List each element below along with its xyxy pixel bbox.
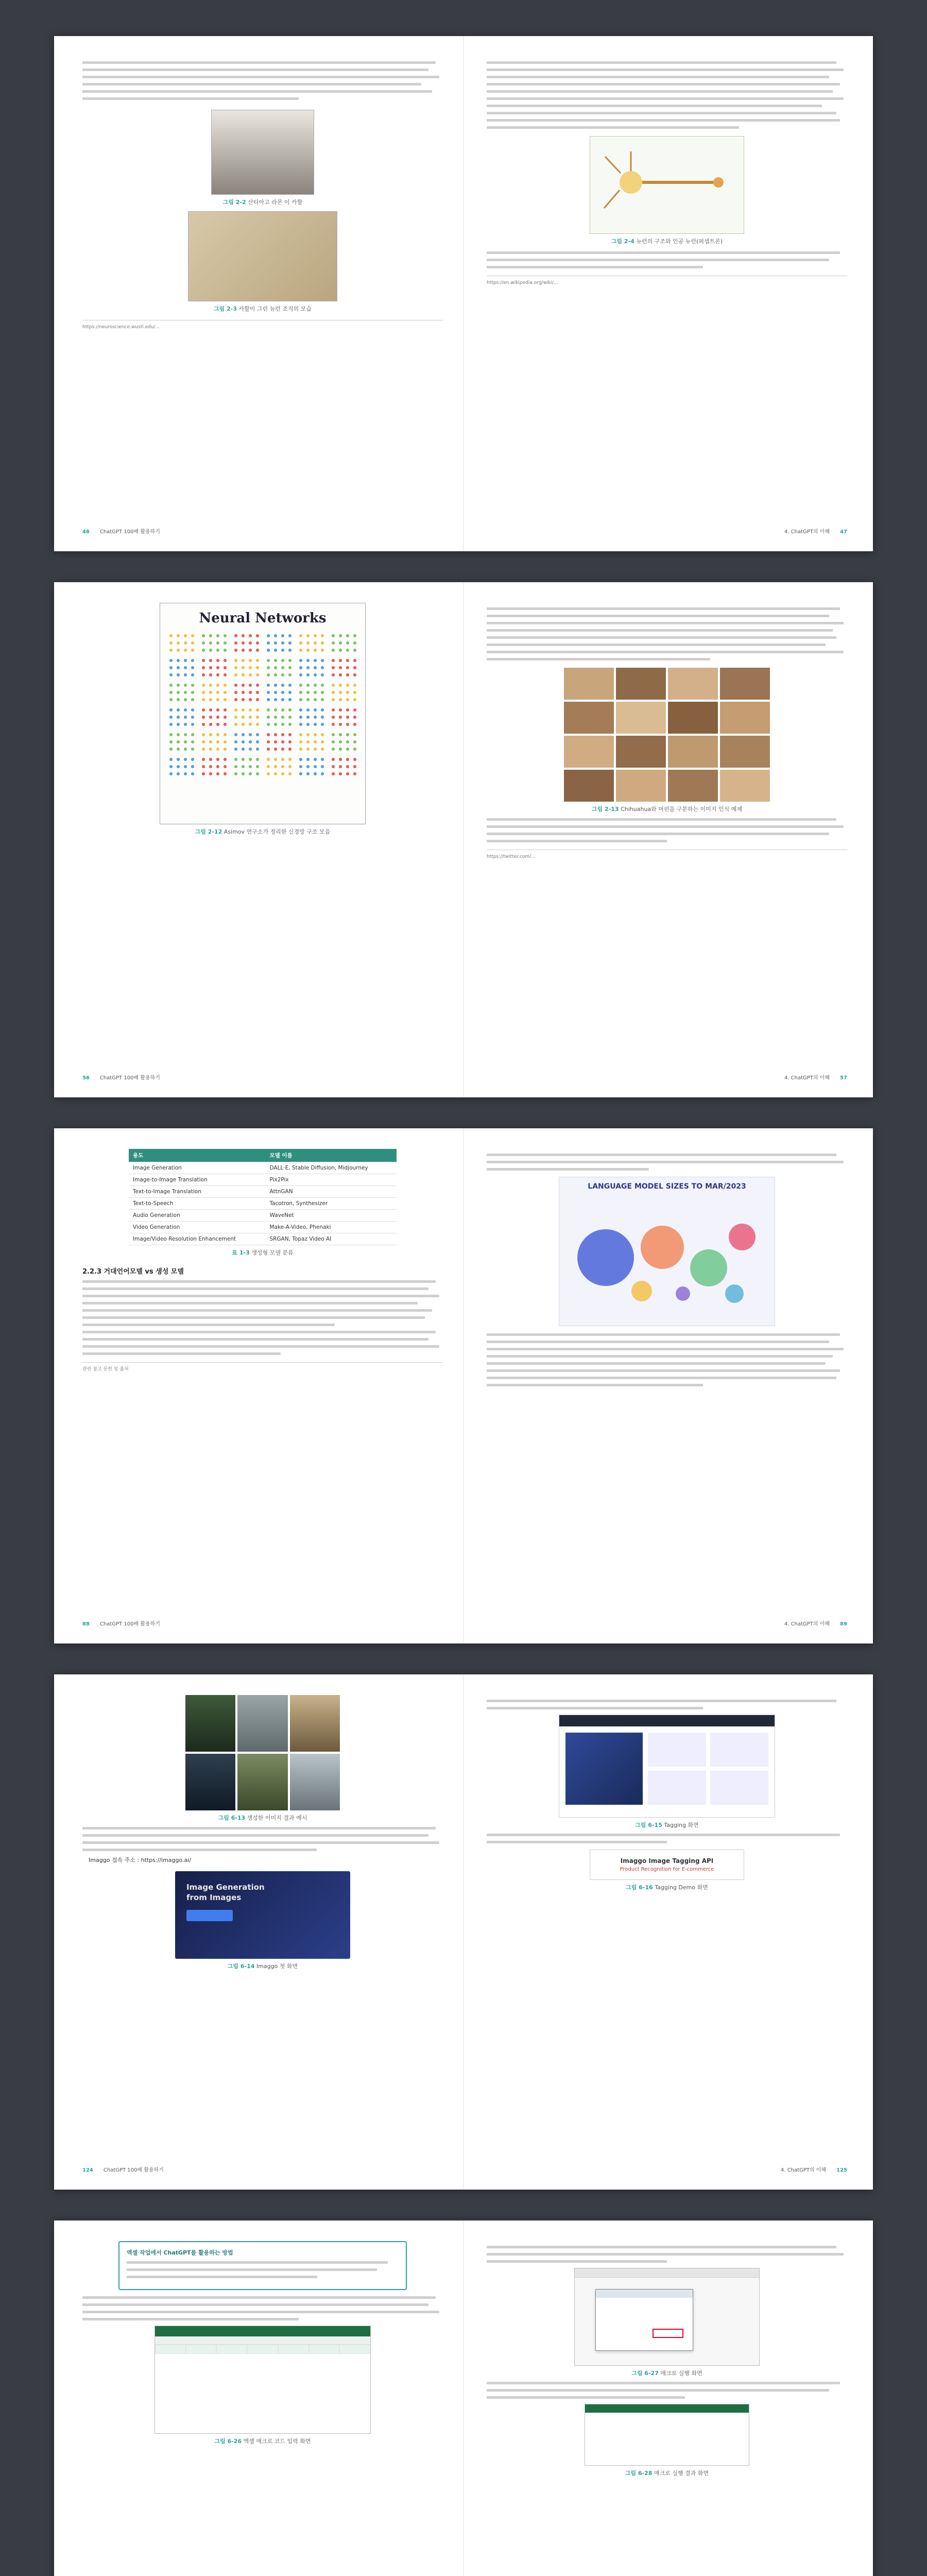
figure-label: 그림 6-26 <box>214 2438 242 2445</box>
table-caption: 생성형 모델 분류 <box>251 1249 294 1256</box>
demo-subtitle: Product Recognition for E-commerce <box>620 1867 714 1872</box>
bubble-chart <box>564 1191 770 1314</box>
table-cell: Image Generation <box>129 1162 265 1174</box>
figure-caption: 뉴런의 구조와 인공 뉴런(퍼셉트론) <box>636 238 723 245</box>
generative-model-table <box>129 1149 397 1245</box>
poster-title: Neural Networks <box>199 611 327 626</box>
table-cell: Text-to-Image Translation <box>129 1186 265 1198</box>
running-head: ChatGPT 100배 활용하기 <box>99 1075 160 1081</box>
table-cell: Pix2Pix <box>265 1174 397 1186</box>
figure-label: 그림 6-28 <box>625 2470 653 2477</box>
figure-label: 그림 6-15 <box>635 1822 662 1828</box>
table-row <box>129 1162 397 1174</box>
excel-screenshot <box>154 2326 371 2434</box>
callout-title: 엑셀 작업에서 ChatGPT를 활용하는 방법 <box>127 2249 233 2256</box>
callout-box <box>118 2241 407 2290</box>
page-number: 46 <box>82 529 90 535</box>
neuron-drawing <box>188 211 337 301</box>
figure-caption: Chihuahua와 머핀을 구분하는 이미지 인식 예제 <box>621 806 743 812</box>
figure-caption: Imaggo 첫 화면 <box>256 1963 298 1970</box>
figure-label: 그림 6-13 <box>218 1815 246 1821</box>
imaggo-landing-screenshot <box>175 1871 350 1959</box>
network-grid <box>167 632 358 776</box>
figure-caption: 매크로 실행 결과 화면 <box>654 2470 709 2477</box>
bullet-item: Imaggo 접속 주소 : https://imaggo.ai/ <box>89 1857 192 1863</box>
table-header: 모델 이름 <box>265 1149 397 1162</box>
spread-5 <box>54 2221 873 2576</box>
get-started-button[interactable] <box>186 1910 233 1921</box>
page-number: 88 <box>82 1621 90 1627</box>
running-head: ChatGPT 100배 활용하기 <box>99 529 160 535</box>
table-row <box>129 1210 397 1222</box>
figure-label: 그림 2-12 <box>195 828 222 835</box>
table-cell: Text-to-Speech <box>129 1198 265 1210</box>
figure-caption: 산티아고 라몬 이 카할 <box>248 199 303 206</box>
page-number: 57 <box>840 1075 847 1081</box>
page-number: 89 <box>840 1621 847 1627</box>
page-number: 124 <box>82 2167 93 2173</box>
table-cell: DALL·E, Stable Diffusion, Midjourney <box>265 1162 397 1174</box>
page-136 <box>82 2241 443 2576</box>
page-46 <box>82 57 443 535</box>
table-row <box>129 1222 397 1233</box>
cajal-portrait <box>211 110 314 195</box>
page-125 <box>487 1695 847 2173</box>
figure-label: 그림 2-3 <box>214 306 237 312</box>
table-row <box>129 1186 397 1198</box>
table-cell: Image-to-Image Translation <box>129 1174 265 1186</box>
figure-caption: 엑셀 매크로 코드 입력 화면 <box>243 2438 311 2445</box>
table-row <box>129 1198 397 1210</box>
page-56 <box>82 603 443 1081</box>
figure-label: 그림 2-13 <box>591 806 619 812</box>
figure-caption: 카할이 그린 뉴런 조직의 모습 <box>238 306 312 312</box>
generated-image-grid <box>185 1695 340 1810</box>
page-89 <box>487 1149 847 1627</box>
figure-label: 그림 6-16 <box>626 1884 653 1891</box>
figure-caption: Tagging 화면 <box>664 1822 699 1828</box>
table-row <box>129 1233 397 1245</box>
llm-size-infographic <box>559 1177 775 1326</box>
neuron-illustration <box>595 141 739 229</box>
table-cell: Tacotron, Synthesizer <box>265 1198 397 1210</box>
macro-dialog-screenshot <box>574 2268 760 2366</box>
section-heading: 2.2.3 거대언어모델 vs 생성 모델 <box>82 1268 184 1276</box>
page-number: 47 <box>840 529 847 535</box>
running-head: 4. ChatGPT의 이해 <box>780 2167 827 2173</box>
table-cell: Audio Generation <box>129 1210 265 1222</box>
macro-run-button[interactable] <box>653 2329 683 2338</box>
footnote: https://neuroscience.wustl.edu/... <box>82 320 443 331</box>
figure-caption: Asimov 연구소가 정리한 신경망 구조 모음 <box>224 828 331 835</box>
hero-title: Image Generation from Images <box>186 1883 265 1902</box>
running-head: ChatGPT 100배 활용하기 <box>103 2167 164 2173</box>
figure-caption: Tagging Demo 화면 <box>655 1884 708 1891</box>
figure-label: 그림 2-4 <box>611 238 634 245</box>
spread-1 <box>54 36 873 551</box>
page-number: 125 <box>836 2167 847 2173</box>
spread-2 <box>54 582 873 1097</box>
demo-title: Imaggo Image Tagging API <box>620 1857 714 1865</box>
figure-caption: 생성한 이미지 결과 예시 <box>247 1815 307 1821</box>
footnote: https://twitter.com/... <box>487 850 847 860</box>
figure-label: 그림 2-2 <box>222 199 246 206</box>
page-124 <box>82 1695 443 2173</box>
running-head: 4. ChatGPT의 이해 <box>784 1075 830 1081</box>
table-cell: SRGAN, Topaz Video AI <box>265 1233 397 1245</box>
footnote: https://en.wikipedia.org/wiki/... <box>487 276 847 286</box>
running-head: 4. ChatGPT의 이해 <box>784 1621 830 1627</box>
running-head: ChatGPT 100배 활용하기 <box>99 1621 160 1627</box>
table-cell: WaveNet <box>265 1210 397 1222</box>
neural-networks-poster <box>160 603 366 824</box>
macro-result-screenshot <box>585 2404 749 2466</box>
footnote: 관련 참고 문헌 및 출처 <box>82 1362 443 1373</box>
page-47 <box>487 57 847 535</box>
page-88: 용도 모델 이름 Image Generation DALL·E, Stable Diffusion, Midjourney Image-to-Image Translation Pix2Pix Text-to-Image Translation AttnGAN Text-to-Speech Tacotron, Synthesizer Audio Generation WaveNet Video Generation Make-A-Video, Phenaki Image/Video Resolution Enhancement SRGAN, Topaz Video AI 표 1-3 생성형 모델 분류 2.2.3 거대언어모델 vs 생성 모델 관련 참고 문헌 및 출처 88 ChatGPT 100배 활용하기 <box>82 1149 443 1623</box>
neuron-diagram <box>590 136 744 234</box>
table-header: 용도 <box>129 1149 265 1162</box>
table-cell: Image/Video Resolution Enhancement <box>129 1233 265 1245</box>
tagging-demo-box <box>590 1850 744 1880</box>
table-cell: Make-A-Video, Phenaki <box>265 1222 397 1233</box>
figure-caption: 매크로 실행 화면 <box>660 2370 702 2377</box>
imaggo-tagging-screenshot <box>559 1715 775 1818</box>
figure-label: 그림 6-27 <box>631 2370 659 2377</box>
page-57 <box>487 603 847 1081</box>
table-cell: Video Generation <box>129 1222 265 1233</box>
spread-4 <box>54 1674 873 2190</box>
spread-3 <box>54 1128 873 1643</box>
chihuahua-muffin-grid <box>564 668 770 802</box>
figure-label: 그림 6-14 <box>227 1963 255 1970</box>
table-cell: AttnGAN <box>265 1186 397 1198</box>
infographic-title: LANGUAGE MODEL SIZES TO MAR/2023 <box>588 1182 746 1191</box>
page-137 <box>487 2241 847 2576</box>
table-row <box>129 1174 397 1186</box>
page-number: 56 <box>82 1075 90 1081</box>
running-head: 4. ChatGPT의 이해 <box>784 529 830 535</box>
